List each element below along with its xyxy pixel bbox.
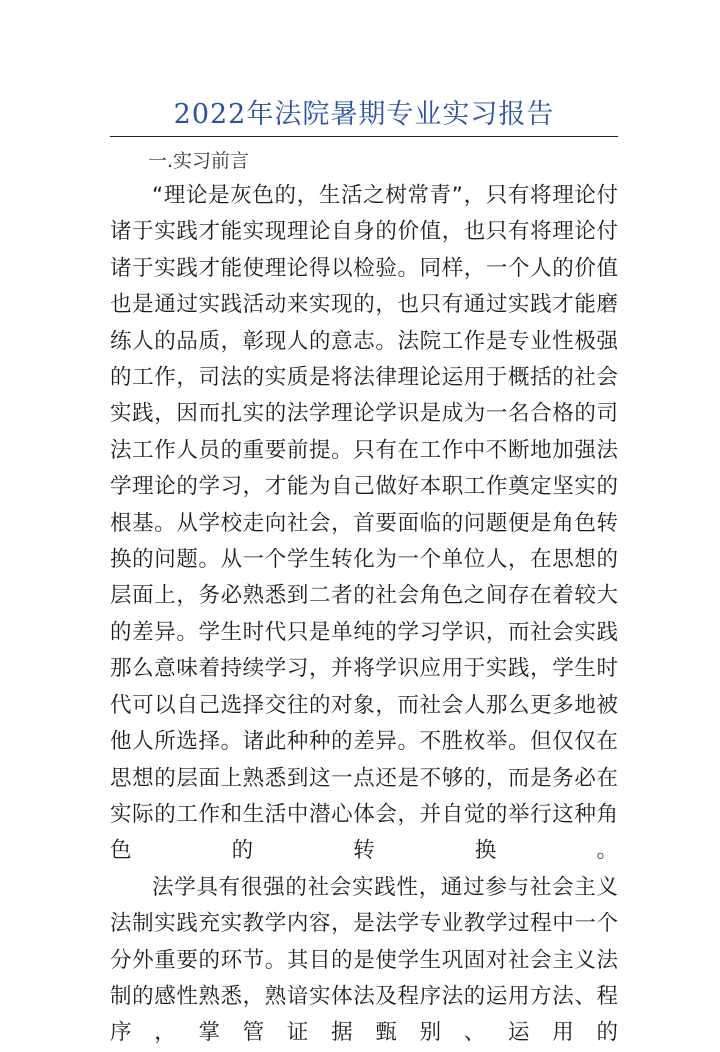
document-body <box>110 178 618 1052</box>
paragraph-2: 法学具有很强的社会实践性，通过参与社会主义法制实践充实教学内容，是法学专业教学过程中一个分外重要的环节。其目的是使学生巩固对社会主义法制的感性熟悉，熟谙实体法及程序法的运用方法、程序，掌管证据甄别、运用的 <box>110 874 618 1046</box>
document-title: 2022年法院暑期专业实习报告 <box>173 99 555 130</box>
title-divider <box>110 136 618 137</box>
section-heading: 一.实习前言 <box>148 150 250 172</box>
paragraph-1: “理论是灰色的，生活之树常青”，只有将理论付诸于实践才能实现理论自身的价值，也只有将理论付诸于实践才能使理论得以检验。同样，一个人的价值也是通过实践活动来实现的，也只有通过实践才能磨练人的品质，彰现人的意志。法院工作是专业性极强的工作，司法的实质是将法律理论运用于概括的社会实践，因而扎实的法学理论学识是成为一名合格的司法工作人员的重要前提。只有在工作中不断地加强法学理论的学习，才能为自己做好本职工作奠定坚实的根基。从学校走向社会，首要面临的问题便是角色转换的问题。从一个学生转化为一个单位人，在思想的层面上，务必熟悉到二者的社会角色之间存在着较大的差异。学生时代只是单纯的学习学识，而社会实践那么意味着持续学习，并将学识应用于实践，学生时代可以自己选择交往的对象，而社会人那么更多地被他人所选择。诸此种种的差异。不胜枚举。但仅仅在思想的层面上熟悉到这一点还是不够的，而是务必在实际的工作和生活中潜心体会，并自觉的举行这种角色的转换。 <box>110 183 618 864</box>
